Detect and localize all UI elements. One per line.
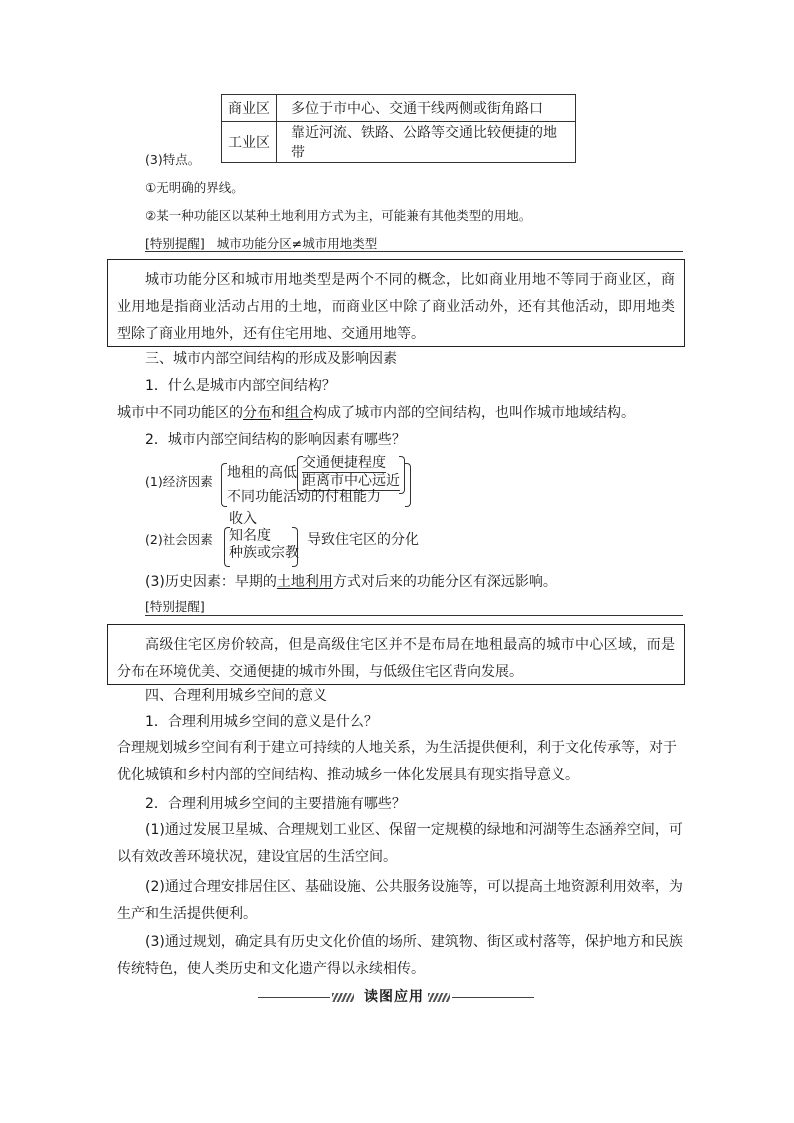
measure-item: (2)通过合理安排居住区、基础设施、公共服务设施等，可以提高土地资源利用效率，为生产和生活提供便利。	[117, 879, 683, 922]
footer-title: 读图应用	[364, 989, 424, 1005]
table-row	[222, 122, 576, 163]
zone-cell: 商业区	[222, 95, 277, 122]
footer-rule-right	[452, 997, 534, 998]
brace-right	[292, 527, 298, 567]
answer: 合理规划城乡空间有利于建立可持续的人地关系，为生活提供便利，利于文化传承等，对于优化城镇和乡村内部的空间结构、推动城乡一体化发展具有现实指导意义。	[117, 740, 677, 783]
table-row	[222, 95, 576, 122]
function-zone-table	[221, 94, 576, 163]
social-factor: 收入	[229, 511, 257, 527]
tip-body: 城市功能分区和城市用地类型是两个不同的概念，比如商业用地不等同于商业区，商业用地是指商业活动占用的土地，而商业区中除了商业活动外，还有其他活动，即用地类型除了商业用地外，还有住宅用地、交通用地等。	[117, 272, 675, 342]
features-heading: (3)特点。	[145, 152, 201, 167]
question: 1．什么是城市内部空间结构？	[145, 378, 336, 394]
social-result: 导致住宅区的分化	[307, 532, 419, 548]
section-heading: 三、城市内部空间结构的形成及影响因素	[145, 351, 397, 367]
answer: 城市中不同功能区的分布和组合构成了城市内部的空间结构，也叫作城市地域结构。	[117, 405, 635, 421]
feature-item: ①无明确的界线。	[145, 180, 244, 195]
brace-right	[405, 463, 411, 507]
feature-item: ②某一种功能区以某种土地利用方式为主，可能兼有其他类型的用地。	[145, 208, 532, 223]
zone-desc-cell: 多位于市中心、交通干线两侧或街角路口	[277, 95, 576, 122]
rent-level: 地租的高低	[227, 465, 297, 481]
social-factor: 知名度	[229, 528, 271, 544]
economic-factor-label: (1)经济因素	[145, 474, 213, 489]
question: 2．合理利用城乡空间的主要措施有哪些？	[145, 796, 406, 812]
slash-decoration	[332, 993, 354, 1002]
rent-factor: 距离市中心远近	[302, 473, 400, 489]
keyword: 分布	[243, 405, 271, 421]
measure-item: (3)通过规划，确定具有历史文化价值的场所、建筑物、街区或村落等，保护地方和民族传统特色，使人类历史和文化遗产得以永续相传。	[117, 934, 683, 977]
footer-rule-left	[258, 997, 330, 998]
social-factor-label: (2)社会因素	[145, 532, 213, 547]
section-heading: 四、合理利用城乡空间的意义	[145, 688, 327, 704]
tip-divider	[145, 614, 683, 616]
history-factor: (3)历史因素：早期的土地利用方式对后来的功能分区有深远影响。	[145, 574, 557, 590]
keyword: 土地利用	[276, 574, 333, 590]
zone-cell: 工业区	[222, 122, 277, 163]
social-factor: 种族或宗教	[229, 545, 299, 561]
tip-label: [特别提醒]	[145, 236, 205, 251]
tip-box	[107, 259, 685, 347]
question: 2．城市内部空间结构的影响因素有哪些？	[145, 432, 406, 448]
zone-desc-cell: 靠近河流、铁路、公路等交通比较便捷的地带	[277, 122, 576, 163]
tip-label: [特别提醒]	[145, 599, 205, 614]
tip-divider	[145, 250, 683, 252]
tip-box	[107, 624, 685, 685]
tip-body: 高级住宅区房价较高，但是高级住宅区并不是布局在地租最高的城市中心区域，而是分布在环境优美、交通便捷的城市外围，与低级住宅区背向发展。	[117, 637, 675, 680]
slash-decoration	[428, 993, 450, 1002]
bid-rent-ability: 不同功能活动的付租能力	[227, 489, 381, 505]
tip-title: 城市功能分区≠城市用地类型	[216, 236, 378, 251]
question: 1．合理利用城乡空间的意义是什么？	[145, 714, 378, 730]
rent-factor: 交通便捷程度	[302, 455, 386, 471]
measure-item: (1)通过发展卫星城、合理规划工业区、保留一定规模的绿地和河湖等生态涵养空间，可以有效改善环境状况，建设宜居的生活空间。	[117, 822, 683, 865]
keyword: 组合	[285, 405, 313, 421]
